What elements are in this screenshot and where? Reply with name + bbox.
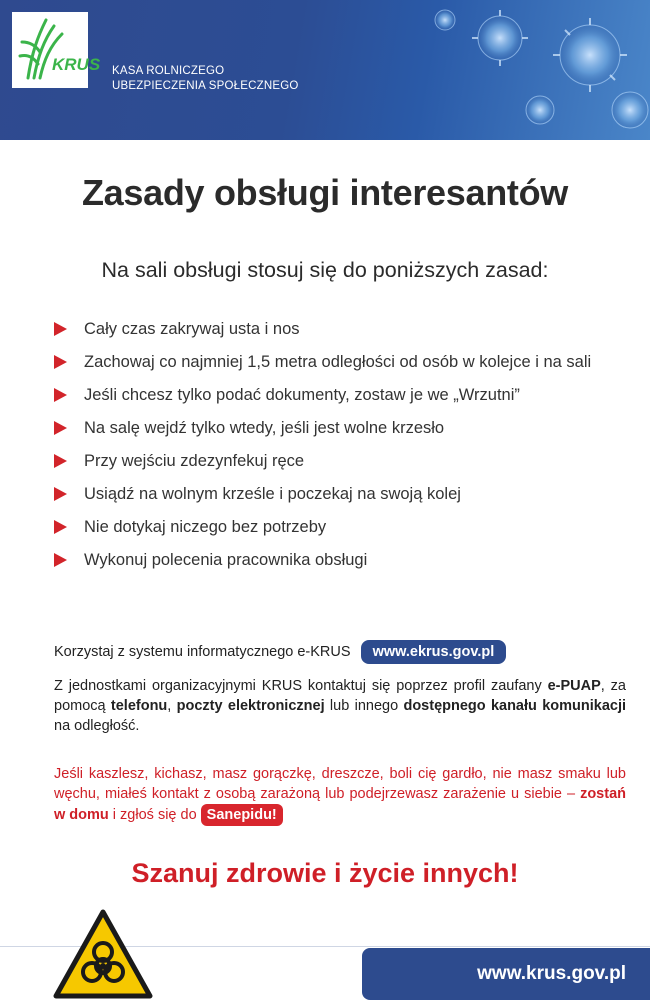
- svg-text:KRUS: KRUS: [52, 55, 101, 74]
- slogan: Szanuj zdrowie i życie innych!: [131, 858, 519, 888]
- bullet-triangle-icon: [54, 454, 67, 468]
- bullet-triangle-icon: [54, 355, 67, 369]
- header-banner: [0, 0, 650, 140]
- ekrus-line: [54, 640, 626, 664]
- bullet-triangle-icon: [54, 520, 67, 534]
- ekrus-link[interactable]: www.ekrus.gov.pl: [361, 640, 507, 664]
- contact-paragraph: Z jednostkami organizacyjnymi KRUS kontaktuj się poprzez profil zaufany e-PUAP, za pomocą telefonu, poczty elektronicznej lub innego dostępnego kanału komunikacji na odległość.: [54, 678, 627, 734]
- sanepid-badge: Sanepidu!: [201, 804, 283, 826]
- list-item: Nie dotykaj niczego bez potrzeby: [54, 516, 624, 538]
- list-item: Cały czas zakrywaj usta i nos: [54, 318, 624, 340]
- krus-logo: [12, 12, 101, 88]
- biohazard-warning-icon: [52, 908, 154, 1000]
- org-name: [112, 64, 298, 94]
- list-item: Na salę wejdź tylko wtedy, jeśli jest wolne krzesło: [54, 417, 624, 439]
- bullet-triangle-icon: [54, 388, 67, 402]
- org-line-1: KASA ROLNICZEGO: [112, 65, 225, 77]
- list-item: Jeśli chcesz tylko podać dokumenty, zostaw je we „Wrzutni”: [54, 384, 624, 406]
- list-item: Zachowaj co najmniej 1,5 metra odległości od osób w kolejce i na sali: [54, 351, 624, 373]
- ekrus-text: Korzystaj z systemu informatycznego e-KRUS: [54, 644, 351, 660]
- page-title: Zasady obsługi interesantów: [81, 172, 568, 213]
- subtitle: Na sali obsługi stosuj się do poniższych zasad:: [101, 258, 549, 282]
- org-line-2: UBEZPIECZENIA SPOŁECZNEGO: [112, 80, 299, 92]
- krus-logo-icon: [12, 12, 101, 88]
- warning-paragraph: Jeśli kaszlesz, kichasz, masz gorączkę, dreszcze, boli cię gardło, nie masz smaku lub węchu, miałeś kontakt z osobą zarażoną lub podejrzewasz zarażenie u siebie – zostań w domu i zgłoś się do Sanepidu!: [54, 764, 626, 826]
- bullet-triangle-icon: [54, 487, 67, 501]
- bullet-triangle-icon: [54, 553, 67, 567]
- footer-url-link[interactable]: www.krus.gov.pl: [362, 948, 650, 1000]
- list-item: Usiądź na wolnym krześle i poczekaj na swoją kolej: [54, 483, 624, 505]
- list-item: Przy wejściu zdezynfekuj ręce: [54, 450, 624, 472]
- bullet-triangle-icon: [54, 421, 67, 435]
- list-item: Wykonuj polecenia pracownika obsługi: [54, 549, 624, 571]
- bullet-triangle-icon: [54, 322, 67, 336]
- rules-list: [54, 318, 624, 571]
